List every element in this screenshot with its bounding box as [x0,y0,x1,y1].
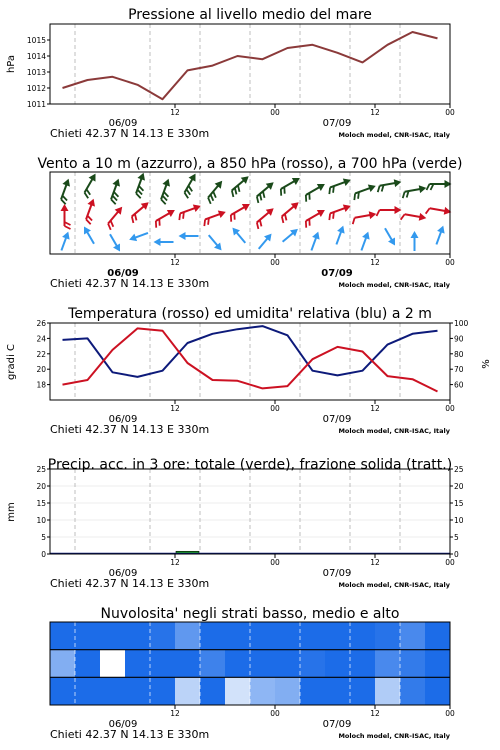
arrow-head [62,230,72,239]
cloud-cell-basso [350,677,376,705]
barb-feather [65,226,71,229]
y-tick-label: 1015 [26,36,46,45]
barb-feather [327,187,332,194]
cloud-cell-basso [75,677,101,705]
barb-head [444,207,452,216]
chart-title: Pressione al livello medio del mare [128,7,372,23]
wind-barb-700hpa [80,172,101,199]
barb-head [343,176,352,186]
barb-head [167,207,177,217]
date-label: 06/09 [108,719,138,730]
cloud-cell-alto [300,622,326,650]
cloud-cell-alto [175,622,201,650]
wind-arrow-10m [154,238,174,246]
y-tick-label-right: 80 [454,349,464,359]
y-tick-label-right: 70 [454,365,464,375]
barb-feather [303,221,309,228]
barb-head [395,206,402,214]
location-label: Chieti 42.37 N 14.13 E 330m [50,127,210,140]
cloud-cell-medio [350,650,376,678]
barb-feather [228,215,234,222]
y-tick-label: 1013 [26,68,46,77]
x-tick-label: 12 [170,404,180,413]
x-tick-label: 12 [170,108,180,117]
wind-barb-850hpa [81,197,99,224]
barb-head [369,210,377,219]
wind-arrow-10m [333,224,347,246]
wind-arrow-10m [308,230,322,252]
arrow-head [154,238,161,246]
x-tick-label: 00 [270,558,280,567]
wind-barb-850hpa [226,201,253,222]
chart-title: Nuvolosita' negli strati basso, medio e alto [100,606,400,622]
x-tick-label: 12 [170,558,180,567]
y-tick-label: 20 [36,365,46,375]
x-tick-label: 12 [370,258,380,267]
wind-barb-850hpa [201,208,228,226]
wind-barb-850hpa [176,202,203,220]
date-label: 07/09 [322,719,352,730]
cloud-cell-medio [225,650,251,678]
arrow-head [113,243,123,253]
cloud-cell-basso [50,677,76,705]
x-tick-label: 00 [445,258,455,267]
cloud-cell-basso [150,677,176,705]
wind-barb-850hpa [351,210,377,224]
model-credit: Moloch model, CNR-ISAC, Italy [338,732,450,740]
y-tick-label: 1011 [26,100,46,109]
barb-feather [352,218,356,224]
wind-barb-700hpa [276,175,303,196]
wind-barb-700hpa [401,184,427,198]
cloud-cell-alto [125,622,151,650]
wind-arrow-10m [280,226,300,245]
cloud-cell-alto [100,622,126,650]
barb-head [419,184,427,193]
barb-feather [377,210,380,216]
x-tick-label: 00 [270,709,280,718]
y-axis-label: hPa [6,54,17,74]
cloud-cell-basso [225,677,251,705]
cloud-cell-alto [350,622,376,650]
wind-arrow-10m [128,229,150,243]
barb-head [343,202,352,212]
barb-feather [130,216,136,223]
x-tick-label: 12 [170,709,180,718]
x-tick-label: 00 [445,558,455,567]
wind-barb-700hpa [106,177,124,204]
wind-barb-850hpa [401,210,427,224]
barb-feather [427,184,430,190]
wind-barb-700hpa [227,173,253,197]
y-tick-label: 24 [36,334,46,344]
barb-feather [278,189,284,196]
cloud-cell-medio [75,650,101,678]
cloud-cell-basso [300,677,326,705]
barb-feather [255,222,261,229]
wind-arrow-10m [179,232,199,240]
date-label: 06/09 [108,414,138,425]
barb-feather [402,192,406,198]
wind-barb-850hpa [103,204,127,230]
cloud-cell-basso [200,677,226,705]
chart-title: Vento a 10 m (azzurro), a 850 hPa (rosso), a 700 hPa (verde) [37,156,463,172]
x-tick-label: 00 [270,108,280,117]
barb-head [87,197,97,206]
wind-barb-700hpa [203,178,227,204]
wind-barb-850hpa [301,207,328,228]
wind-barb-850hpa [277,199,303,223]
wind-arrow-10m [411,231,419,251]
date-label: 06/09 [108,118,138,129]
cloud-cell-basso [400,677,426,705]
wind-arrow-10m [358,230,372,252]
cloud-cell-basso [125,677,151,705]
barb-head [61,204,69,211]
y-tick-label-right: 25 [454,465,464,474]
arrow-head [81,224,91,234]
y-tick-label-right: 15 [454,499,464,508]
model-credit: Moloch model, CNR-ISAC, Italy [338,581,450,589]
wind-barb-700hpa [427,180,452,190]
cloud-cell-basso [425,677,451,705]
cloud-cell-medio [100,650,126,678]
cloud-cell-alto [375,622,401,650]
model-credit: Moloch model, CNR-ISAC, Italy [338,281,450,289]
arrow-head [362,230,372,239]
barb-feather [377,186,381,192]
wind-barb-850hpa [426,204,452,218]
y-tick-label-right: 5 [454,533,459,542]
cloud-cell-medio [250,650,276,678]
wind-barb-700hpa [301,181,328,202]
cloud-cell-alto [75,622,101,650]
date-label: 07/09 [321,268,353,279]
wind-barb-700hpa [376,178,402,192]
y-axis-label-right: % [481,359,492,369]
date-label: 06/09 [108,568,138,579]
barb-head [193,202,202,212]
barb-feather [303,195,309,202]
cloud-cell-basso [250,677,276,705]
y-tick-label: 1012 [26,84,46,93]
wind-arrow-10m [206,233,225,253]
arrow-head [337,224,347,233]
date-label: 07/09 [322,568,352,579]
cloud-cell-medio [200,650,226,678]
barb-feather [177,213,182,220]
y-tick-label: 25 [36,465,46,474]
wind-barb-850hpa [61,204,71,229]
wind-arrow-10m [382,226,399,247]
barb-head [419,213,427,222]
x-tick-label: 00 [270,258,280,267]
cloud-cell-medio [275,650,301,678]
wind-barb-850hpa [326,202,353,220]
wind-barb-700hpa [252,179,278,203]
x-tick-label: 12 [370,108,380,117]
location-label: Chieti 42.37 N 14.13 E 330m [50,423,210,436]
x-tick-label: 12 [170,258,180,267]
x-tick-label: 12 [370,404,380,413]
model-credit: Moloch model, CNR-ISAC, Italy [338,131,450,139]
wind-arrow-10m [58,230,72,252]
wind-barb-700hpa [56,177,74,204]
wind-barb-700hpa [156,177,174,204]
y-tick-label: 1014 [26,52,46,61]
cloud-cell-alto [275,622,301,650]
cloud-cell-medio [150,650,176,678]
arrow-head [437,224,447,233]
wind-arrow-10m [256,231,275,251]
y-tick-label-right: 100 [454,319,469,328]
y-tick-label: 20 [36,482,46,491]
wind-barb-700hpa [180,172,201,199]
cloud-cell-alto [325,622,351,650]
wind-arrow-10m [433,224,447,246]
y-tick-label-right: 20 [454,482,464,491]
cloud-cell-medio [425,650,451,678]
barb-feather [153,221,159,228]
cloud-cell-alto [150,622,176,650]
y-tick-label: 18 [36,380,46,390]
arrow-head [411,231,419,238]
y-tick-label-right: 90 [454,334,464,344]
arrow-head [312,230,322,239]
y-axis-label: mm [6,502,17,522]
wind-barb-850hpa [252,205,278,229]
arrow-head [388,237,398,247]
barb-head [189,172,199,182]
cloud-cell-basso [375,677,401,705]
arrow-head [128,234,137,244]
y-tick-label: 26 [36,319,46,328]
barb-head [137,171,147,180]
barb-head [162,177,172,186]
cloud-cell-alto [425,622,451,650]
arrow-head [179,232,186,240]
y-tick-label: 15 [36,499,46,508]
pressure-plot-frame [50,24,450,104]
cloud-cell-basso [175,677,201,705]
y-tick-label-right: 0 [454,550,459,559]
cloud-cell-alto [225,622,251,650]
barb-feather [426,208,430,214]
x-tick-label: 12 [370,709,380,718]
x-tick-label: 00 [445,404,455,413]
barb-head [89,172,99,182]
wind-arrow-10m [81,224,98,245]
date-label: 06/09 [107,268,139,279]
x-tick-label: 00 [270,404,280,413]
y-tick-label-right: 10 [454,516,464,525]
cloud-cell-medio [300,650,326,678]
cloud-cell-medio [50,650,76,678]
cloud-cell-medio [325,650,351,678]
x-tick-label: 00 [445,709,455,718]
cloud-cell-medio [175,650,201,678]
y-tick-label: 5 [41,533,46,542]
barb-head [317,207,327,217]
cloud-cell-basso [275,677,301,705]
chart-title: Temperatura (rosso) ed umidita' relativa (blu) a 2 m [68,306,432,322]
cloud-cell-alto [250,622,276,650]
cloud-cell-basso [325,677,351,705]
y-tick-label: 10 [36,516,46,525]
date-label: 07/09 [322,414,352,425]
y-tick-label-right: 60 [454,380,464,390]
location-label: Chieti 42.37 N 14.13 E 330m [50,577,210,590]
wind-barb-700hpa [131,171,149,198]
barb-head [368,182,377,192]
barb-feather [352,193,357,200]
cloud-cell-alto [400,622,426,650]
barb-feather [327,213,332,220]
wind-barb-850hpa [127,199,153,223]
x-tick-label: 00 [445,108,455,117]
cloud-cell-basso [100,677,126,705]
barb-head [218,208,227,218]
cloud-cell-medio [125,650,151,678]
cloud-cell-alto [200,622,226,650]
date-label: 07/09 [322,118,352,129]
wind-barb-850hpa [151,207,178,228]
barb-head [394,178,402,187]
y-tick-label: 22 [36,349,46,359]
wind-barb-700hpa [326,176,353,194]
x-tick-label: 12 [370,558,380,567]
barb-feather [255,196,261,203]
barb-feather [280,216,286,223]
wind-barb-700hpa [351,182,378,200]
location-label: Chieti 42.37 N 14.13 E 330m [50,728,210,741]
barb-feather [202,219,207,226]
barb-head [112,177,122,186]
barb-head [62,177,72,186]
chart-title: Precip. acc. in 3 ore: totale (verde), frazione solida (tratt.) [47,457,453,473]
barb-feather [401,214,405,220]
wind-arrow-10m [229,225,248,245]
barb-head [317,181,327,191]
barb-feather [230,190,236,197]
location-label: Chieti 42.37 N 14.13 E 330m [50,277,210,290]
wind-arrow-10m [107,232,124,253]
y-tick-label: 0 [41,550,46,559]
cloud-cell-medio [400,650,426,678]
cloud-cell-medio [375,650,401,678]
wind-barb-850hpa [377,206,402,216]
model-credit: Moloch model, CNR-ISAC, Italy [338,427,450,435]
cloud-cell-alto [50,622,76,650]
y-axis-label: gradi C [6,344,17,380]
